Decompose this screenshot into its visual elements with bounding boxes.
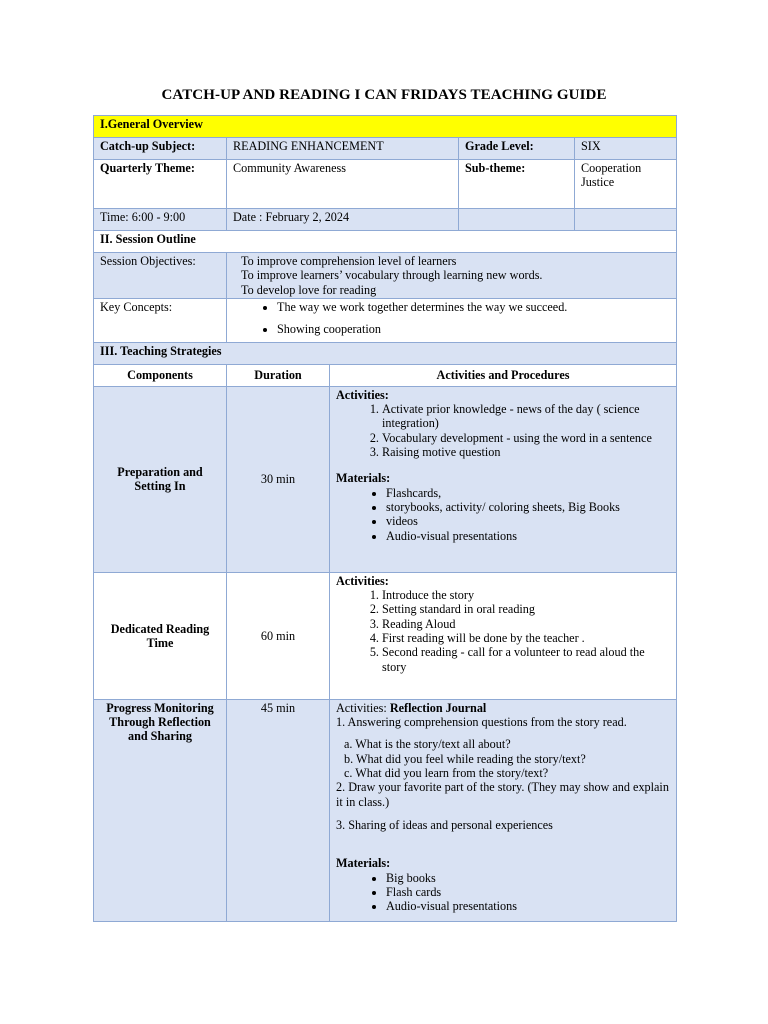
objectives-label: Session Objectives: xyxy=(94,253,227,299)
material-item: • Flash cards xyxy=(386,885,670,899)
theme-value: Community Awareness xyxy=(227,160,459,209)
material-item: • Big books xyxy=(386,871,670,885)
concept-item: • Showing cooperation xyxy=(277,322,670,336)
teaching-strategies-heading: III. Teaching Strategies xyxy=(94,342,677,364)
reflection-journal-title: Reflection Journal xyxy=(389,700,487,715)
empty-cell xyxy=(575,209,677,231)
concept-item: • The way we work together determines the way we succeed. xyxy=(277,300,670,314)
concepts-label: Key Concepts: xyxy=(94,298,227,342)
concepts-list xyxy=(227,298,677,342)
date-cell: Date : February 2, 2024 xyxy=(227,209,459,231)
general-overview-heading: I.General Overview xyxy=(94,116,677,138)
activity-item: 5. Second reading - call for a volunteer to read aloud the story xyxy=(382,645,670,674)
material-item: • Audio-visual presentations xyxy=(386,899,670,913)
activity-item: 3. Raising motive question xyxy=(382,445,670,459)
activity-item: 2. Setting standard in oral reading xyxy=(382,602,670,616)
activity-item: 1. Introduce the story xyxy=(382,588,670,602)
duration-reading: 60 min xyxy=(227,572,330,699)
duration-preparation: 30 min xyxy=(227,386,330,572)
material-item: • Audio-visual presentations xyxy=(386,529,670,543)
material-item: • storybooks, activity/ coloring sheets, Big Books xyxy=(386,500,670,514)
subject-label: Catch-up Subject: xyxy=(94,138,227,160)
procedures-monitoring: Activities: Reflection Journal 1. Answering comprehension questions from the story read. a. What is the story/text all about? b. What did you feel while reading the story/text? c. What did you learn from the story/text? 2. Draw your favorite part of the story. (They may show and explain it in class.) 3. Sharing of ideas and personal experiences Materials: • Big books • Flash cards • Audio-visual presentations xyxy=(330,699,677,921)
procedures-preparation: Activities: 1. Activate prior knowledge - news of the day ( science integration) 2. Vocabulary development - using the word in a sentence 3. Raising motive question Materials: • Flashcards, • storybooks, activity/ coloring sheets, Big Books • videos • Audio-visual presentations xyxy=(330,386,677,572)
material-item: • videos xyxy=(386,514,670,528)
component-reading: Dedicated Reading Time xyxy=(94,572,227,699)
session-outline-heading: II. Session Outline xyxy=(94,231,677,253)
time-cell: Time: 6:00 - 9:00 xyxy=(94,209,227,231)
grade-value: SIX xyxy=(575,138,677,160)
duration-monitoring: 45 min xyxy=(227,699,330,921)
activity-item: 4. First reading will be done by the teacher . xyxy=(382,631,670,645)
subtheme-value: Cooperation Justice xyxy=(575,160,677,209)
component-preparation: Preparation and Setting In xyxy=(94,386,227,572)
theme-label: Quarterly Theme: xyxy=(94,160,227,209)
material-item: • Flashcards, xyxy=(386,486,670,500)
activities-header: Activities and Procedures xyxy=(330,364,677,386)
subtheme-label: Sub-theme: xyxy=(459,160,575,209)
activity-item: 3. Reading Aloud xyxy=(382,617,670,631)
activity-item: 1. Activate prior knowledge - news of the day ( science integration) xyxy=(382,402,670,431)
subject-value: READING ENHANCEMENT xyxy=(227,138,459,160)
component-monitoring: Progress Monitoring Through Reflection and Sharing xyxy=(94,699,227,921)
teaching-guide-table xyxy=(93,115,677,922)
activity-item: 2. Vocabulary development - using the word in a sentence xyxy=(382,431,670,445)
empty-cell xyxy=(459,209,575,231)
grade-label: Grade Level: xyxy=(459,138,575,160)
duration-header: Duration xyxy=(227,364,330,386)
page-title: CATCH-UP AND READING I CAN FRIDAYS TEACHING GUIDE xyxy=(161,87,607,103)
objectives-list: To improve comprehension level of learners To improve learners’ vocabulary through learning new words. To develop love for reading xyxy=(227,253,677,299)
components-header: Components xyxy=(94,364,227,386)
procedures-reading: Activities: 1. Introduce the story 2. Setting standard in oral reading 3. Reading Aloud 4. First reading will be done by the teacher . 5. Second reading - call for a volunteer to read aloud the story xyxy=(330,572,677,699)
